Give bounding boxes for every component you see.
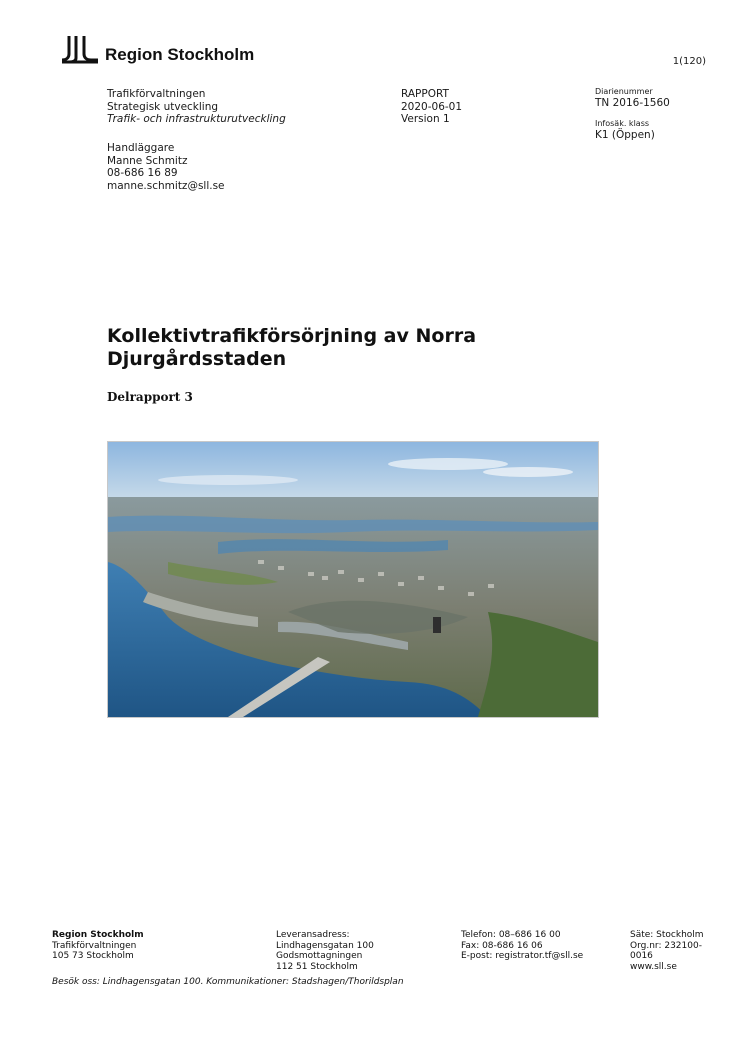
report-version: Version 1 [401,113,450,125]
footer-orgnr: Org.nr: 232100- [630,940,702,951]
page-number: 1(120) [672,56,706,67]
diary-value: TN 2016-1560 [595,97,670,109]
handler-label: Handläggare [107,142,175,154]
footer-org-line1: Trafikförvaltningen [52,940,137,951]
footer-phone: Telefon: 08–686 16 00 [461,930,561,940]
sender-department: Trafikförvaltningen [107,88,206,100]
diary-label: Diarienummer [595,87,653,96]
sender-section: Trafik- och infrastrukturutveckling [107,113,286,125]
document-title [107,325,627,371]
handler-name: Manne Schmitz [107,154,188,167]
footer-fax: Fax: 08-686 16 06 [461,940,543,951]
report-type: RAPPORT [401,88,449,100]
sender-unit: Strategisk utveckling [107,100,219,113]
handler-email: manne.schmitz@sll.se [107,179,225,192]
report-date: 2020-06-01 [401,100,463,113]
footer-email: E-post: registrator.tf@sll.se [461,951,584,961]
footer-col-legal [630,930,704,972]
footer-delivery-line4: 112 51 Stockholm [276,961,358,972]
aerial-photo [107,441,599,718]
report-block [401,88,462,126]
document-subtitle: Delrapport 3 [107,390,193,404]
footer-seat: Säte: Stockholm [630,930,704,940]
document-title-line2: Djurgårdsstaden [107,348,287,370]
sender-block [107,88,286,126]
class-value: K1 (Öppen) [595,128,655,141]
footer-website: www.sll.se [630,961,677,972]
region-stockholm-logo [60,34,254,64]
region-stockholm-logo-icon [60,34,100,64]
footer-col-contact [461,930,583,962]
footer-org-name: Region Stockholm [52,930,144,940]
logo-text: Region Stockholm [105,45,255,64]
document-title-line1: Kollektivtrafikförsörjning av Norra [107,325,477,347]
footer-col-delivery [276,930,374,972]
handler-phone: 08-686 16 89 [107,167,178,179]
handler-block [107,142,225,192]
registry-block [595,87,670,141]
aerial-photo-illustration [108,442,598,717]
footer-org-line2: 105 73 Stockholm [52,951,134,961]
footer-visit: Besök oss: Lindhagensgatan 100. Kommunikationer: Stadshagen/Thorildsplan [52,977,404,987]
footer-orgnr-cont: 0016 [630,951,653,961]
footer-delivery-line2: Lindhagensgatan 100 [276,940,374,951]
class-label: Infosäk. klass [595,118,650,128]
footer-delivery-line3: Godsmottagningen [276,951,363,961]
footer-delivery-line1: Leveransadress: [276,930,350,940]
footer-col-org [52,930,144,962]
